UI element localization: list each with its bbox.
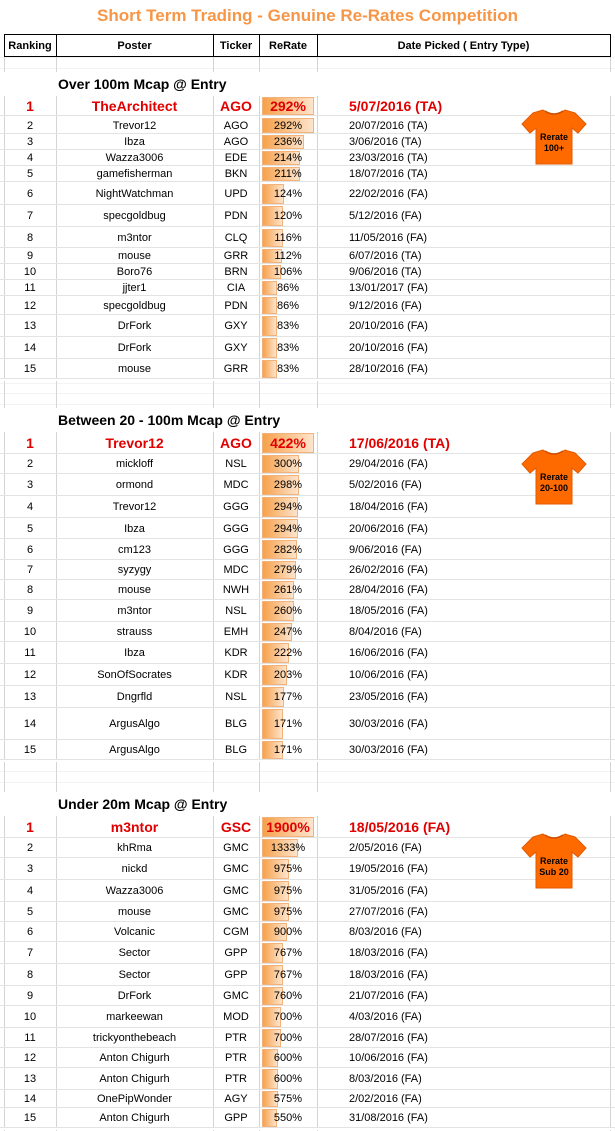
date-cell: 17/06/2016 (TA) <box>349 435 450 451</box>
rank-cell: 12 <box>23 1052 37 1064</box>
rerate-cell <box>262 359 314 379</box>
rerate-value: 214% <box>273 152 303 164</box>
date-cell: 4/03/2016 (FA) <box>349 1011 422 1023</box>
rank-cell: 4 <box>26 152 34 164</box>
date-cell: 18/04/2016 (FA) <box>349 501 428 513</box>
rank-cell: 7 <box>26 210 34 222</box>
rank-cell: 13 <box>23 1073 37 1085</box>
poster-cell: Dngrfld <box>116 691 153 703</box>
rank-cell: 4 <box>26 501 34 513</box>
rank-cell: 3 <box>26 479 34 491</box>
ticker-cell: PTR <box>225 1032 247 1044</box>
poster-cell: Boro76 <box>116 266 153 278</box>
rank-cell: 11 <box>24 647 36 659</box>
date-cell: 30/03/2016 (FA) <box>349 718 428 730</box>
poster-cell: jjter1 <box>122 282 147 294</box>
poster-cell: ormond <box>115 479 154 491</box>
rerate-cell <box>262 902 314 922</box>
poster-cell: ArgusAlgo <box>109 718 160 730</box>
rerate-cell <box>262 150 314 166</box>
rank-cell: 7 <box>26 947 34 959</box>
rerate-cell <box>262 880 314 902</box>
poster-cell: mouse <box>117 906 152 918</box>
ticker-cell: MDC <box>223 479 249 491</box>
rerate-cell <box>262 96 314 116</box>
rerate-value: 124% <box>273 188 303 200</box>
rerate-value: 575% <box>273 1093 303 1105</box>
poster-cell: ArgusAlgo <box>109 744 160 756</box>
poster-cell: mickloff <box>115 458 154 470</box>
date-cell: 3/06/2016 (TA) <box>349 136 422 148</box>
ticker-cell: MDC <box>223 564 249 576</box>
rerate-cell <box>262 183 314 205</box>
rerate-cell <box>262 432 314 454</box>
rank-cell: 7 <box>26 564 34 576</box>
rerate-value: 600% <box>273 1073 303 1085</box>
ticker-cell: AGO <box>223 136 249 148</box>
rerate-value: 83% <box>276 342 300 354</box>
poster-cell: Anton Chigurh <box>99 1052 170 1064</box>
shirt-badge-icon <box>521 832 587 890</box>
rank-cell: 2 <box>26 842 34 854</box>
ticker-cell: GGG <box>223 501 249 513</box>
rerate-cell <box>262 816 314 838</box>
ticker-cell: BLG <box>224 744 247 756</box>
rerate-value: 600% <box>273 1052 303 1064</box>
ticker-cell: NWH <box>222 584 250 596</box>
ticker-cell: AGO <box>220 435 252 451</box>
rerate-value: 279% <box>273 564 303 576</box>
ticker-cell: BLG <box>224 718 247 730</box>
poster-cell: m3ntor <box>117 605 152 617</box>
rerate-cell <box>262 642 314 664</box>
poster-cell: Anton Chigurh <box>99 1073 170 1085</box>
rerate-value: 106% <box>273 266 303 278</box>
rerate-value: 86% <box>276 299 300 312</box>
date-cell: 20/10/2016 (FA) <box>349 320 428 332</box>
rerate-cell <box>262 986 314 1006</box>
ticker-cell: KDR <box>224 669 248 681</box>
date-cell: 28/04/2016 (FA) <box>349 584 428 596</box>
poster-cell: Wazza3006 <box>105 152 164 164</box>
date-cell: 8/03/2016 (FA) <box>349 1073 422 1085</box>
date-cell: 2/02/2016 (FA) <box>349 1093 422 1105</box>
date-cell: 5/12/2016 (FA) <box>349 210 422 222</box>
poster-cell: Sector <box>118 947 151 959</box>
rerate-value: 260% <box>273 605 303 617</box>
rerate-value: 282% <box>273 543 303 556</box>
date-cell: 9/12/2016 (FA) <box>349 299 422 312</box>
date-cell: 20/10/2016 (FA) <box>349 342 428 354</box>
date-cell: 5/07/2016 (TA) <box>349 98 443 114</box>
poster-cell: markeewan <box>106 1011 163 1023</box>
ticker-cell: GPP <box>224 1112 248 1124</box>
ticker-cell: GRR <box>223 250 249 262</box>
poster-cell: mouse <box>117 584 152 596</box>
rerate-value: 177% <box>273 691 303 703</box>
date-cell: 8/03/2016 (FA) <box>349 926 422 938</box>
rank-cell: 14 <box>23 1093 37 1105</box>
rerate-value: 83% <box>276 363 300 375</box>
ticker-cell: PTR <box>225 1052 247 1064</box>
rerate-cell <box>262 1006 314 1028</box>
rerate-value: 222% <box>273 647 303 659</box>
rank-cell: 6 <box>26 543 34 556</box>
date-cell: 22/02/2016 (FA) <box>349 188 428 200</box>
rank-cell: 8 <box>26 969 34 981</box>
rerate-value: 211% <box>274 168 302 180</box>
rerate-cell <box>262 228 314 248</box>
rerate-cell <box>262 117 314 134</box>
ticker-cell: GPP <box>224 947 248 959</box>
poster-cell: Trevor12 <box>112 119 157 132</box>
ticker-cell: PDN <box>224 299 248 312</box>
page-title: Short Term Trading - Genuine Re-Rates Competition <box>97 6 518 25</box>
rerate-value: 86% <box>276 282 300 294</box>
rerate-value: 298% <box>273 479 303 491</box>
date-cell: 31/08/2016 (FA) <box>349 1112 428 1124</box>
section-heading: Between 20 - 100m Mcap @ Entry <box>58 412 281 428</box>
ticker-cell: GMC <box>223 906 249 918</box>
date-cell: 10/06/2016 (FA) <box>349 1052 428 1064</box>
rerate-cell <box>262 134 314 150</box>
rank-cell: 5 <box>26 168 34 180</box>
rerate-cell <box>262 474 314 496</box>
ticker-cell: BKN <box>224 168 248 180</box>
shirt-badge-icon <box>521 448 587 506</box>
rank-cell: 12 <box>23 299 37 312</box>
poster-cell: m3ntor <box>117 232 152 244</box>
rerate-value: 900% <box>273 926 303 938</box>
rerate-cell <box>262 166 314 182</box>
date-cell: 19/05/2016 (FA) <box>349 863 428 875</box>
rerate-cell <box>262 296 314 315</box>
ticker-cell: AGO <box>220 98 252 114</box>
poster-cell: syzygy <box>117 564 152 576</box>
rerate-cell <box>262 838 314 858</box>
rerate-cell <box>262 1028 314 1048</box>
rerate-value: 767% <box>273 947 303 959</box>
rerate-cell <box>262 496 314 518</box>
poster-cell: DrFork <box>117 342 152 354</box>
date-cell: 13/01/2017 (FA) <box>349 282 428 294</box>
ticker-cell: AGO <box>223 119 249 132</box>
poster-cell: specgoldbug <box>103 299 166 312</box>
date-cell: 5/02/2016 (FA) <box>349 479 422 491</box>
rank-cell: 11 <box>24 1032 36 1044</box>
ticker-cell: MOD <box>223 1011 249 1023</box>
ticker-cell: GMC <box>223 885 249 897</box>
rerate-value: 767% <box>273 969 303 981</box>
rerate-cell <box>262 337 314 359</box>
rank-cell: 11 <box>24 282 36 294</box>
ticker-cell: GXY <box>224 342 248 354</box>
rank-cell: 15 <box>23 363 37 375</box>
rerate-value: 120% <box>273 210 303 222</box>
rank-cell: 6 <box>26 926 34 938</box>
rerate-cell <box>262 964 314 986</box>
badge-line2: 20-100 <box>539 483 569 493</box>
rank-cell: 10 <box>23 266 37 278</box>
ticker-cell: NSL <box>225 691 247 703</box>
ticker-cell: GMC <box>223 990 249 1002</box>
rerate-value: 203% <box>273 669 303 681</box>
ticker-cell: NSL <box>225 605 247 617</box>
date-cell: 27/07/2016 (FA) <box>349 906 428 918</box>
poster-cell: Ibza <box>124 522 145 535</box>
ticker-cell: AGY <box>224 1093 248 1105</box>
rerate-cell <box>262 1068 314 1090</box>
ticker-cell: GPP <box>224 969 248 981</box>
rerate-value: 247% <box>273 626 303 638</box>
rank-cell: 1 <box>26 98 34 114</box>
rerate-value: 975% <box>273 863 303 875</box>
ticker-cell: PTR <box>225 1073 247 1085</box>
date-cell: 16/06/2016 (FA) <box>349 647 428 659</box>
rank-cell: 9 <box>26 605 34 617</box>
rerate-cell <box>262 622 314 642</box>
rank-cell: 3 <box>26 863 34 875</box>
badge-line1: Rerate <box>539 856 568 866</box>
rerate-value: 975% <box>273 906 303 918</box>
rerate-value: 171% <box>273 718 303 730</box>
badge-line2: Sub 20 <box>539 867 569 877</box>
rank-cell: 14 <box>23 718 37 730</box>
date-cell: 2/05/2016 (FA) <box>349 842 422 854</box>
date-cell: 6/07/2016 (TA) <box>349 250 422 262</box>
rerate-value: 292% <box>270 98 306 114</box>
rank-cell: 15 <box>23 1112 37 1124</box>
rerate-cell <box>262 1108 314 1128</box>
ticker-cell: UPD <box>224 188 248 200</box>
ticker-cell: GGG <box>223 543 249 556</box>
date-cell: 21/07/2016 (FA) <box>349 990 428 1002</box>
date-cell: 9/06/2016 (FA) <box>349 543 422 556</box>
rank-cell: 10 <box>23 626 37 638</box>
date-cell: 23/03/2016 (TA) <box>349 152 428 164</box>
date-cell: 8/04/2016 (FA) <box>349 626 422 638</box>
rank-cell: 2 <box>26 119 34 132</box>
rank-cell: 10 <box>23 1011 37 1023</box>
rerate-cell <box>262 315 314 337</box>
date-cell: 30/03/2016 (FA) <box>349 744 428 756</box>
rerate-value: 83% <box>276 320 300 332</box>
poster-cell: Volcanic <box>114 926 155 938</box>
rank-cell: 3 <box>26 136 34 148</box>
rank-cell: 13 <box>23 691 37 703</box>
ticker-cell: GGG <box>223 522 249 535</box>
rerate-cell <box>262 539 314 560</box>
poster-cell: Ibza <box>124 136 145 148</box>
shirt-badge-icon <box>521 108 587 166</box>
rerate-value: 1333% <box>270 842 306 854</box>
poster-cell: strauss <box>116 626 153 638</box>
ticker-cell: GMC <box>223 863 249 875</box>
date-cell: 18/03/2016 (FA) <box>349 947 428 959</box>
date-cell: 28/07/2016 (FA) <box>349 1032 428 1044</box>
poster-cell: specgoldbug <box>103 210 166 222</box>
ticker-cell: BRN <box>224 266 248 278</box>
ticker-cell: GSC <box>220 819 252 835</box>
rerate-value: 422% <box>270 435 306 451</box>
badge-line1: Rerate <box>539 132 568 142</box>
poster-cell: Wazza3006 <box>105 885 164 897</box>
rerate-value: 116% <box>274 232 302 244</box>
rerate-value: 300% <box>273 458 303 470</box>
header-date[interactable]: Date Picked ( Entry Type) <box>317 34 610 57</box>
rank-cell: 9 <box>26 250 34 262</box>
rerate-cell <box>262 454 314 474</box>
poster-cell: OnePipWonder <box>96 1093 172 1105</box>
rerate-value: 261% <box>273 584 303 596</box>
rerate-value: 292% <box>273 119 303 132</box>
header-poster[interactable]: Poster <box>56 34 213 57</box>
rank-cell: 5 <box>26 906 34 918</box>
poster-cell: NightWatchman <box>95 188 174 200</box>
rank-cell: 2 <box>26 458 34 470</box>
rerate-cell <box>262 858 314 880</box>
ticker-cell: KDR <box>224 647 248 659</box>
rerate-value: 294% <box>273 501 303 513</box>
rank-cell: 8 <box>26 232 34 244</box>
date-cell: 18/05/2016 (FA) <box>349 605 428 617</box>
rerate-cell <box>262 205 314 227</box>
rerate-cell <box>262 708 314 740</box>
badge-line1: Rerate <box>539 472 568 482</box>
poster-cell: Trevor12 <box>105 435 164 451</box>
date-cell: 10/06/2016 (FA) <box>349 669 428 681</box>
rank-cell: 9 <box>26 990 34 1002</box>
rank-cell: 5 <box>26 522 34 535</box>
rank-cell: 8 <box>26 584 34 596</box>
rank-cell: 1 <box>26 435 34 451</box>
date-cell: 20/07/2016 (TA) <box>349 119 428 132</box>
badge-line2: 100+ <box>543 143 565 153</box>
poster-cell: Trevor12 <box>112 501 157 513</box>
date-cell: 18/03/2016 (FA) <box>349 969 428 981</box>
ticker-cell: CIA <box>226 282 246 294</box>
rerate-cell <box>262 560 314 580</box>
ticker-cell: CGM <box>223 926 249 938</box>
ticker-cell: CLQ <box>224 232 248 244</box>
date-cell: 18/07/2016 (TA) <box>349 168 428 180</box>
ticker-cell: PDN <box>224 210 248 222</box>
rank-cell: 1 <box>26 819 34 835</box>
poster-cell: DrFork <box>117 990 152 1002</box>
rank-cell: 14 <box>23 342 37 354</box>
date-cell: 29/04/2016 (FA) <box>349 458 428 470</box>
ticker-cell: NSL <box>225 458 247 470</box>
rerate-value: 700% <box>273 1032 303 1044</box>
poster-cell: Sector <box>118 969 151 981</box>
date-cell: 26/02/2016 (FA) <box>349 564 428 576</box>
rerate-value: 760% <box>273 990 303 1002</box>
rerate-cell <box>262 264 314 280</box>
poster-cell: mouse <box>117 250 152 262</box>
date-cell: 31/05/2016 (FA) <box>349 885 428 897</box>
header-ranking[interactable]: Ranking <box>4 34 56 57</box>
rerate-cell <box>262 686 314 708</box>
rank-cell: 13 <box>23 320 37 332</box>
poster-cell: mouse <box>117 363 152 375</box>
date-cell: 11/05/2016 (FA) <box>349 232 428 244</box>
poster-cell: DrFork <box>117 320 152 332</box>
poster-cell: SonOfSocrates <box>97 669 172 681</box>
ticker-cell: GRR <box>223 363 249 375</box>
ticker-cell: GMC <box>223 842 249 854</box>
date-cell: 20/06/2016 (FA) <box>349 522 428 535</box>
rank-cell: 12 <box>23 669 37 681</box>
rerate-value: 236% <box>273 136 303 148</box>
rerate-value: 112% <box>274 250 302 262</box>
rerate-value: 294% <box>273 522 303 535</box>
rerate-cell <box>262 922 314 942</box>
poster-cell: cm123 <box>117 543 152 556</box>
rerate-value: 700% <box>273 1011 303 1023</box>
poster-cell: TheArchitect <box>91 98 178 114</box>
rerate-cell <box>262 518 314 539</box>
rerate-value: 1900% <box>266 819 310 835</box>
date-cell: 28/10/2016 (FA) <box>349 363 428 375</box>
rerate-cell <box>262 1048 314 1068</box>
poster-cell: gamefisherman <box>96 168 173 180</box>
date-cell: 23/05/2016 (FA) <box>349 691 428 703</box>
ticker-cell: EDE <box>224 152 248 164</box>
poster-cell: Anton Chigurh <box>99 1112 170 1124</box>
rank-cell: 15 <box>23 744 37 756</box>
ticker-cell: EMH <box>223 626 249 638</box>
rank-cell: 6 <box>26 188 34 200</box>
section-heading: Over 100m Mcap @ Entry <box>58 76 227 92</box>
section-heading: Under 20m Mcap @ Entry <box>58 796 228 812</box>
header-rerate[interactable]: ReRate <box>259 34 317 57</box>
rerate-cell <box>262 580 314 600</box>
rerate-cell <box>262 942 314 964</box>
poster-cell: nickd <box>121 863 148 875</box>
poster-cell: trickyonthebeach <box>92 1032 177 1044</box>
rerate-cell <box>262 664 314 686</box>
rerate-cell <box>262 740 314 760</box>
rank-cell: 4 <box>26 885 34 897</box>
poster-cell: khRma <box>117 842 152 854</box>
rerate-value: 550% <box>273 1112 303 1124</box>
ticker-cell: GXY <box>224 320 248 332</box>
rerate-cell <box>262 280 314 296</box>
date-cell: 9/06/2016 (TA) <box>349 266 422 278</box>
poster-cell: Ibza <box>124 647 145 659</box>
date-cell: 18/05/2016 (FA) <box>349 819 451 835</box>
rerate-cell <box>262 600 314 622</box>
rerate-cell <box>262 1090 314 1108</box>
header-ticker[interactable]: Ticker <box>213 34 259 57</box>
poster-cell: m3ntor <box>110 819 159 835</box>
rerate-cell <box>262 248 314 264</box>
rerate-value: 171% <box>273 744 303 756</box>
rerate-value: 975% <box>273 885 303 897</box>
